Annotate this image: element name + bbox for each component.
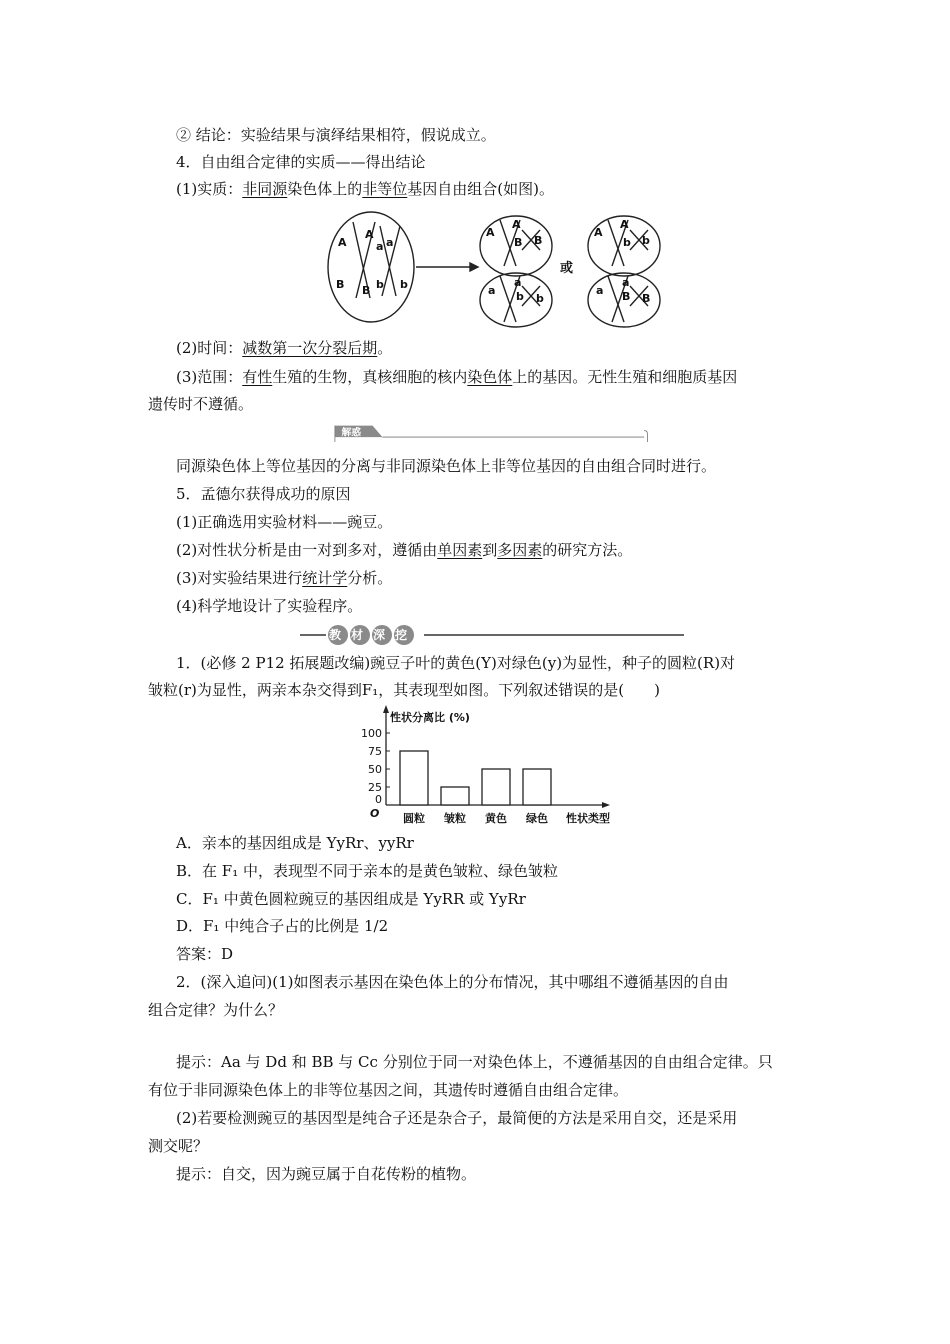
jiehuo-text: 同源染色体上等位基因的分离与非同源染色体上非等位基因的自由组合同时进行。 [176, 457, 717, 475]
time-line [176, 337, 392, 359]
or-label: 或 [560, 261, 574, 276]
section-5-title: 5．孟德尔获得成功的原因 [176, 485, 351, 503]
reason-3-prefix: (3)对实验结果进行 [176, 569, 303, 587]
question-2-line-2: 组合定律？为什么？ [148, 1001, 284, 1019]
gene-label: b [623, 236, 631, 249]
hint-1-line-1: 提示：Aa 与 Dd 和 BB 与 Cc 分别位于同一对染色体上，不遵循基因的自由组合定律。只 [176, 1053, 773, 1071]
scope-line [176, 366, 737, 388]
reason-1: (1)正确选用实验材料——豌豆。 [176, 513, 393, 531]
y-tick-label: 75 [368, 745, 382, 758]
scope-suffix: 上的基因。无性生殖和细胞质基因 [512, 368, 738, 386]
reason-2-prefix: (2)对性状分析是由一对到多对，遵循由 [176, 541, 438, 559]
gene-label: a [386, 236, 394, 249]
reason-2-keyword-multi: 多因素 [497, 541, 543, 559]
y-tick-label: 100 [361, 727, 382, 740]
jiaocai-divider [300, 624, 684, 646]
reason-2-keyword-single: 单因素 [437, 541, 483, 559]
reason-2 [176, 539, 632, 561]
gene-label: B [336, 278, 345, 291]
essence-keyword-nonhomologous: 非同源 [242, 180, 288, 198]
gene-label: A [512, 218, 521, 231]
scope-line-2: 遗传时不遵循。 [148, 395, 254, 413]
option-d: D．F₁ 中纯合子占的比例是 1/2 [176, 917, 389, 935]
y-tick-label: 0 [375, 793, 382, 806]
bar [441, 787, 469, 805]
reason-4: (4)科学地设计了实验程序。 [176, 597, 363, 615]
gene-label: b [400, 278, 408, 291]
question-1-line-2: 皱粒(r)为显性，两亲本杂交得到F₁，其表现型如图。下列叙述错误的是( ) [148, 681, 661, 699]
gene-label: B [362, 284, 371, 297]
chromosome-diagram [320, 210, 670, 330]
reason-2-middle: 到 [482, 541, 498, 559]
bar [482, 769, 510, 805]
origin-label: O [370, 807, 380, 820]
question-2-line-1: 2．(深入追问)(1)如图表示基因在染色体上的分布情况，其中哪组不遵循基因的自由 [176, 973, 729, 991]
gene-label: A [486, 226, 495, 239]
hint-1-line-2: 有位于非同源染色体上的非等位基因之间，其遗传时遵循自由组合定律。 [148, 1081, 629, 1099]
scope-keyword-sexual: 有性 [242, 368, 273, 386]
time-prefix: (2)时间： [176, 339, 243, 357]
gene-label: B [534, 234, 543, 247]
gene-label: b [536, 292, 544, 305]
x-axis-label: 性状类型 [566, 812, 610, 825]
essence-suffix: 基因自由组合(如图)。 [407, 180, 555, 198]
essence-middle: 染色体上的 [287, 180, 363, 198]
jiehuo-banner [300, 424, 684, 442]
option-c: C．F₁ 中黄色圆粒豌豆的基因组成是 YyRR 或 YyRr [176, 890, 526, 908]
y-tick-label: 50 [368, 763, 382, 776]
reason-3-keyword: 统计学 [302, 569, 348, 587]
gene-label: B [514, 236, 523, 249]
gene-label: B [622, 290, 631, 303]
jiehuo-tag: 解惑 [341, 427, 362, 439]
category-label: 黄色 [485, 812, 507, 825]
category-label: 皱粒 [444, 812, 466, 825]
bar [400, 751, 428, 805]
bar [523, 769, 551, 805]
scope-keyword-chromosome: 染色体 [467, 368, 513, 386]
y-axis-arrow [383, 705, 389, 713]
section-4-title: 4．自由组合定律的实质——得出结论 [176, 153, 426, 171]
scope-middle: 生殖的生物，真核细胞的核内 [272, 368, 468, 386]
gene-label: B [642, 292, 651, 305]
reason-3-suffix: 分析。 [347, 569, 393, 587]
category-label: 绿色 [526, 812, 548, 825]
reason-2-suffix: 的研究方法。 [542, 541, 633, 559]
jiaocai-tag: 教材深挖 [329, 628, 418, 642]
gene-label: a [488, 284, 496, 297]
gene-label: A [620, 218, 629, 231]
gene-label: a [514, 276, 522, 289]
gene-label: A [365, 228, 374, 241]
option-a: A．亲本的基因组成是 YyRr、yyRr [176, 834, 414, 852]
gene-label: b [376, 278, 384, 291]
gene-label: A [594, 226, 603, 239]
essence-prefix: (1)实质： [176, 180, 243, 198]
question-2b-line-1: (2)若要检测豌豆的基因型是纯合子还是杂合子，最简便的方法是采用自交，还是采用 [176, 1109, 738, 1127]
conclusion-line: ② 结论：实验结果与演绎结果相符，假说成立。 [176, 126, 496, 144]
gene-label: a [596, 284, 604, 297]
gene-label: A [338, 236, 347, 249]
reason-3 [176, 567, 392, 589]
essence-line [176, 178, 554, 200]
time-suffix: 。 [377, 339, 393, 357]
option-b: B．在 F₁ 中，表现型不同于亲本的是黄色皱粒、绿色皱粒 [176, 862, 558, 880]
x-axis-arrow [602, 802, 610, 808]
separation-ratio-chart [340, 705, 630, 830]
scope-prefix: (3)范围： [176, 368, 243, 386]
question-2b-line-2: 测交呢？ [148, 1137, 209, 1155]
gene-label: a [622, 276, 630, 289]
y-tick-label: 25 [368, 781, 382, 794]
chart-title: 性状分离比 (%) [390, 711, 470, 724]
gene-label: b [516, 290, 524, 303]
question-1-line-1: 1．(必修 2 P12 拓展题改编)豌豆子叶的黄色(Y)对绿色(y)为显性，种子的圆粒(R)对 [176, 654, 736, 672]
gene-label: b [642, 234, 650, 247]
hint-2: 提示：自交，因为豌豆属于自花传粉的植物。 [176, 1165, 477, 1183]
answer: 答案：D [176, 945, 234, 963]
category-label: 圆粒 [403, 812, 425, 825]
time-keyword: 减数第一次分裂后期 [242, 339, 378, 357]
essence-keyword-nonallelic: 非等位 [362, 180, 408, 198]
gene-label: a [376, 240, 384, 253]
